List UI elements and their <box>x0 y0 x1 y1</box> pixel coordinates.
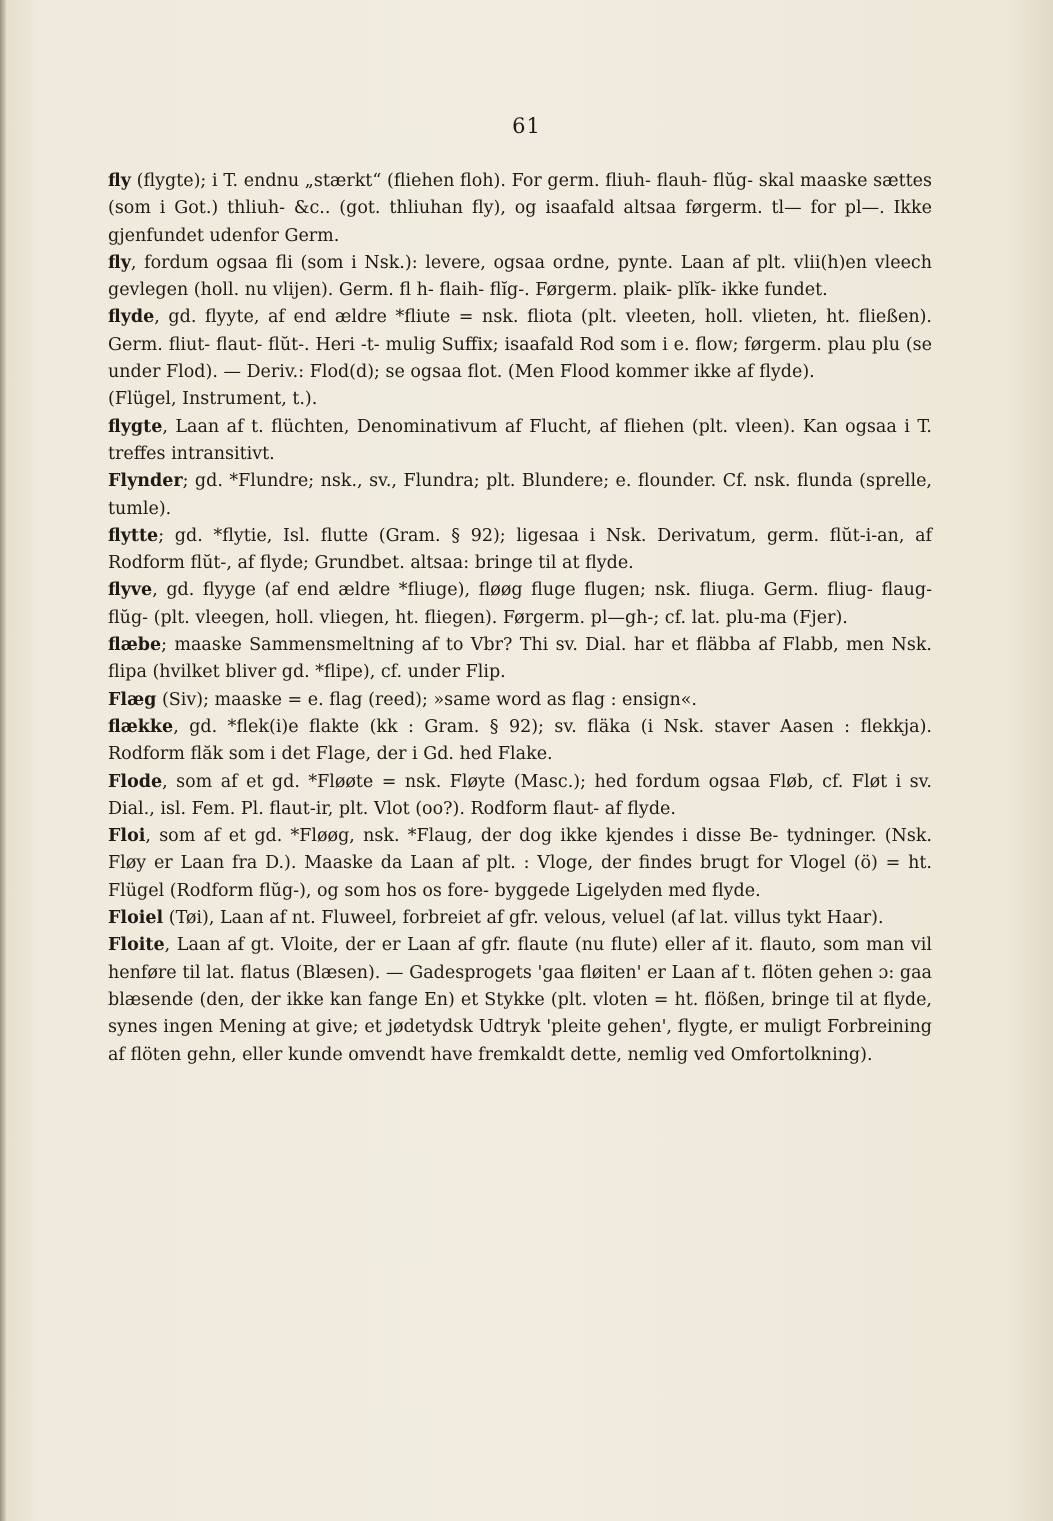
entry-headword: flyde <box>108 307 155 328</box>
entry-headword: flække <box>108 716 174 737</box>
entry-headword: flæbe <box>108 635 162 656</box>
page-edge-shadow <box>0 0 6 1521</box>
entry-definition: , Laan af t. flüchten, Denominativum af Flucht, af fliehen (plt. vleen). Kan ogsaa i T. treffes intransitivt. <box>108 416 932 464</box>
dictionary-entry <box>108 769 932 824</box>
entry-headword: Flynder <box>108 471 183 492</box>
dictionary-entry <box>108 168 932 250</box>
entry-headword: Floi <box>108 826 146 847</box>
dictionary-entry <box>108 250 932 305</box>
dictionary-entry <box>108 632 932 687</box>
entry-definition: ; maaske Sammensmeltning af to Vbr? Thi sv. Dial. har et fläbba af Flabb, men Nsk. flipa (hvilket bliver gd. *flipe), cf. under Flip. <box>108 635 932 683</box>
entry-definition: (Tøi), Laan af nt. Fluweel, forbreiet af gfr. velous, veluel (af lat. villus tykt Haar). <box>163 908 884 929</box>
entry-definition: , Laan af gt. Vloite, der er Laan af gfr. flaute (nu flute) eller af it. flauto, som man vil henføre til lat. flatus (Blæsen). — Gadesprogets 'gaa fløiten' er Laan af t. flöten gehen ɔ: gaa blæsende (den, der ikke kan fange En) et Stykke (plt. vloten = ht. flößen, bringe til at flyde, synes ingen Mening at give; et jødetydsk Udtryk 'pleite gehen', flygte, er muligt Forbreining af flöten gehn, eller kunde omvendt have fremkaldt dette, nemlig ved Omfortolkning). <box>108 935 932 1065</box>
dictionary-entry <box>108 932 932 1068</box>
entry-headword: fly <box>108 171 131 191</box>
entry-definition: , som af et gd. *Fløøg, nsk. *Flaug, der dog ikke kjendes i disse Be- tydninger. (Nsk. Fløy er Laan fra D.). Maaske da Laan af plt. : Vloge, der findes brugt for Vlogel (ö) = ht. Flügel (Rodform flŭg-), og som hos os fore- byggede Ligelyden med flyde. <box>108 826 932 901</box>
entry-definition: , gd. *flek(i)e flakte (kk : Gram. § 92); sv. fläka (i Nsk. staver Aasen : flekkja). Rodform flăk som i det Flage, der i Gd. hed Flake. <box>108 716 932 765</box>
entry-headword: Flode <box>108 771 163 792</box>
dictionary-entry <box>108 577 932 632</box>
entry-headword: flytte <box>108 525 159 546</box>
dictionary-entry <box>108 468 932 523</box>
page-number: 61 <box>512 114 541 138</box>
entry-definition: (flygte); i T. endnu „stærkt“ (fliehen floh). For germ. fliuh- flauh- flŭg- skal maaske sættes (som i Got.) thliuh- &c.. (got. thliuhan fly), og isaafald altsaa førgerm. tl— for pl—. Ikke gjenfundet udenfor Germ. <box>108 171 932 246</box>
dictionary-entry <box>108 687 932 714</box>
entry-definition: , fordum ogsaa fli (som i Nsk.): levere, ogsaa ordne, pynte. Laan af plt. vlii(h)en vleech gevlegen (holl. nu vlijen). Germ. fl h- flaih- flĭg-. Førgerm. plaik- plĭk- ikke fundet. <box>108 252 932 301</box>
dictionary-entry <box>108 414 932 469</box>
entry-definition: , som af et gd. *Fløøte = nsk. Fløyte (Masc.); hed fordum ogsaa Fløb, cf. Fløt i sv. Dial., isl. Fem. Pl. flaut-ir, plt. Vlot (oo?). Rodform flaut- af flyde. <box>108 771 932 819</box>
dictionary-entry <box>108 823 932 905</box>
entry-headword: fly <box>108 252 131 273</box>
dictionary-entry <box>108 386 932 413</box>
entry-headword: flyve <box>108 580 153 601</box>
entry-definition: , gd. flyyge (af end ældre *fliuge), fløøg fluge flugen; nsk. fliuga. Germ. fliug- flaug- flŭg- (plt. vleegen, holl. vliegen, ht. fliegen). Førgerm. pl—gh-; cf. lat. plu-ma (Fjer). <box>108 580 932 628</box>
entry-definition: , gd. flyyte, af end ældre *fliute = nsk. fliota (plt. vleeten, holl. vlieten, ht. fließen). Germ. fliut- flaut- flŭt-. Heri -t- mulig Suffix; isaafald Rod som i e. flow; førgerm. plau plu (se under Flod). — Deriv.: Flod(d); se ogsaa flot. (Men Flood kommer ikke af flyde). <box>108 307 932 383</box>
entry-definition: (Flügel, Instrument, t.). <box>108 389 318 410</box>
entry-headword: Floiel <box>108 908 164 929</box>
entry-headword: Floite <box>108 935 165 956</box>
entry-headword: flygte <box>108 416 163 437</box>
entry-definition: (Siv); maaske = e. flag (reed); »same word as flag : ensign«. <box>156 689 697 710</box>
dictionary-text <box>108 168 932 1069</box>
entry-headword: Flæg <box>108 689 157 710</box>
entry-definition: ; gd. *flytie, Isl. flutte (Gram. § 92); ligesaa i Nsk. Derivatum, germ. flŭt-i-an, af Rodform flŭt-, af flyde; Grundbet. altsaa: bringe til at flyde. <box>108 525 932 574</box>
dictionary-entry <box>108 714 932 769</box>
dictionary-entry <box>108 905 932 932</box>
dictionary-entry <box>108 523 932 578</box>
entry-definition: ; gd. *Flundre; nsk., sv., Flundra; plt. Blundere; e. flounder. Cf. nsk. flunda (sprelle, tumle). <box>108 471 932 519</box>
dictionary-entry <box>108 304 932 386</box>
